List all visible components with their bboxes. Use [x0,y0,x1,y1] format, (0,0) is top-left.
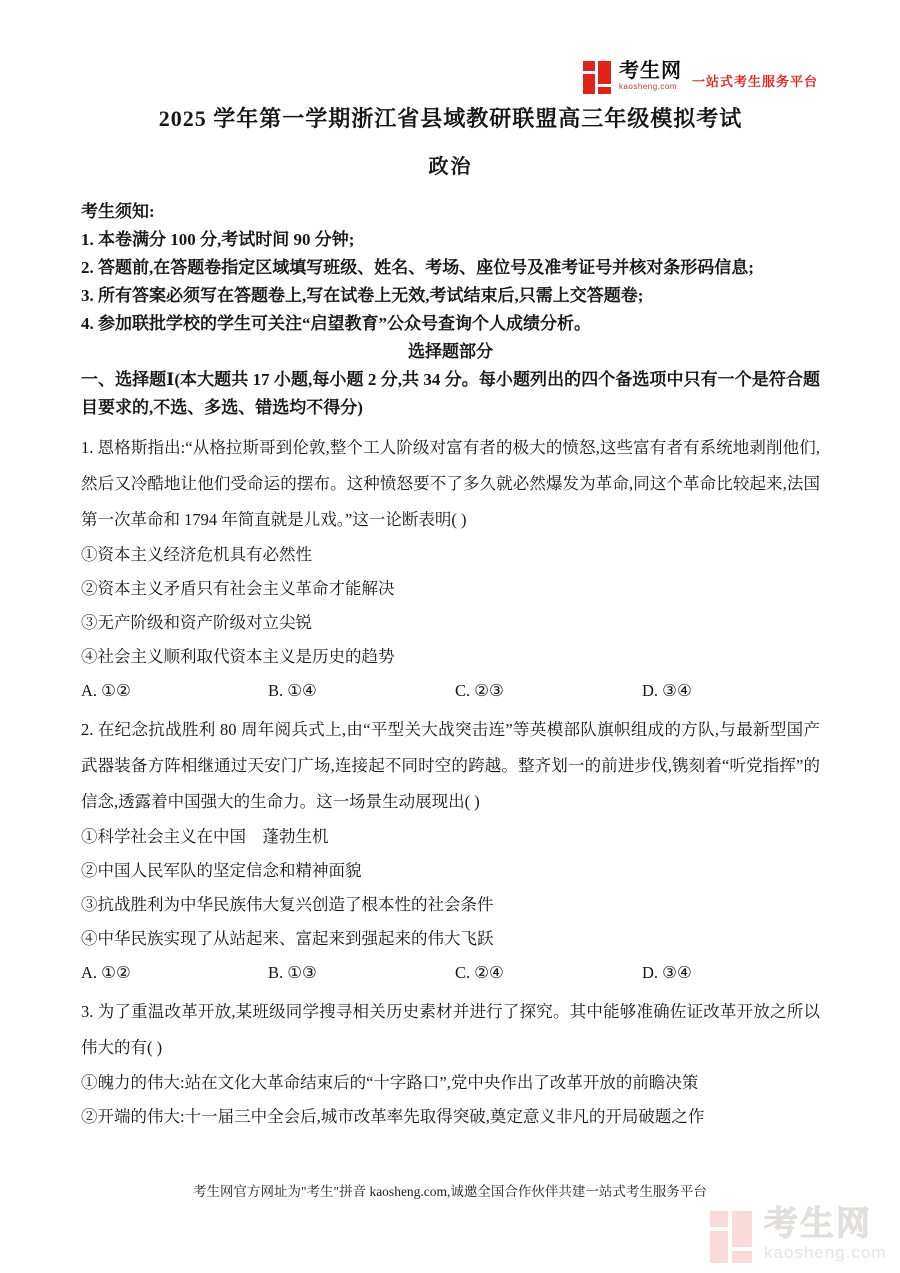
choice-b: B. ①③ [268,963,317,982]
question-3 [81,994,820,1134]
kaosheng-logo [583,58,818,94]
choice-d: D. ③④ [642,681,692,700]
choice-a: A. ①② [81,681,131,700]
option-3: ③抗战胜利为中华民族伟大复兴创造了根本性的社会条件 [81,895,494,914]
brand-tagline: 一站式考生服务平台 [691,73,818,89]
choice-a: A. ①② [81,963,131,982]
question-options [81,820,820,956]
option-4: ④社会主义顺利取代资本主义是历史的趋势 [81,647,395,666]
notice-item: 3. 所有答案必须写在答题卷上,写在试卷上无效,考试结束后,只需上交答题卷; [81,286,644,305]
exam-title: 2025 学年第一学期浙江省县域教研联盟高三年级模拟考试 [158,106,743,131]
option-1: ①科学社会主义在中国 蓬勃生机 [81,827,329,846]
notice-heading: 考生须知: [81,202,155,221]
option-2: ②资本主义矛盾只有社会主义革命才能解决 [81,579,395,598]
question-options [81,538,820,674]
option-1: ①资本主义经济危机具有必然性 [81,545,312,564]
answer-choices [81,956,820,990]
option-4: ④中华民族实现了从站起来、富起来到强起来的伟大飞跃 [81,929,494,948]
option-2: ②开端的伟大:十一届三中全会后,城市改革率先取得突破,奠定意义非凡的开局破题之作 [81,1107,705,1126]
notice-item: 1. 本卷满分 100 分,考试时间 90 分钟; [81,230,355,249]
footer-note: 考生网官方网址为"考生"拼音 kaosheng.com,诚邀全国合作伙伴共建一站式考生服务平台 [193,1184,707,1199]
kaosheng-logo-icon [583,58,613,94]
question-options [81,1066,820,1134]
choice-c: C. ②③ [455,681,504,700]
option-1: ①魄力的伟大:站在文化大革命结束后的“十字路口”,党中央作出了改革开放的前瞻决策 [81,1073,699,1092]
section-title: 选择题部分 [408,342,493,361]
choice-b: B. ①④ [268,681,317,700]
exam-subject: 政治 [428,156,473,178]
watermark-brand-domain: kaosheng.com [764,1243,887,1262]
question-1 [81,430,820,708]
answer-choices [81,674,820,708]
section-instruction: 一、选择题Ⅰ(本大题共 17 小题,每小题 2 分,共 34 分。每小题列出的四个备选项中只有一个是符合题目要求的,不选、多选、错选均不得分) [81,370,820,417]
brand-domain: kaosheng.com [618,82,678,91]
watermark-brand-name: 考生网 [764,1205,872,1243]
option-3: ③无产阶级和资产阶级对立尖锐 [81,613,312,632]
question-stem: 1. 恩格斯指出:“从格拉斯哥到伦敦,整个工人阶级对富有者的极大的愤怒,这些富有者有系统地剥削他们,然后又冷酷地让他们受命运的摆布。这种愤怒要不了多久就必然爆发为革命,同这个革命比较起来,法国第一次革命和 1794 年简直就是儿戏。”这一论断表明( ) [81,438,820,529]
choice-c: C. ②④ [455,963,504,982]
question-stem: 3. 为了重温改革开放,某班级同学搜寻相关历史素材并进行了探究。其中能够准确佐证改革开放之所以伟大的有( ) [81,1002,820,1057]
notice-item: 2. 答题前,在答题卷指定区域填写班级、姓名、考场、座位号及准考证号并核对条形码信息; [81,258,754,277]
option-2: ②中国人民军队的坚定信念和精神面貌 [81,861,362,880]
kaosheng-watermark-icon [710,1211,758,1267]
candidate-notice [81,198,820,338]
brand-name: 考生网 [618,60,682,82]
notice-item: 4. 参加联批学校的学生可关注“启望教育”公众号查询个人成绩分析。 [81,314,591,333]
kaosheng-watermark [710,1205,900,1269]
question-stem: 2. 在纪念抗战胜利 80 周年阅兵式上,由“平型关大战突击连”等英模部队旗帜组成的方队,与最新型国产武器装备方阵相继通过天安门广场,连接起不同时空的跨越。整齐划一的前进步伐,镌刻着“听党指挥”的信念,透露着中国强大的生命力。这一场景生动展现出( ) [81,720,820,811]
choice-d: D. ③④ [642,963,692,982]
question-2 [81,712,820,990]
